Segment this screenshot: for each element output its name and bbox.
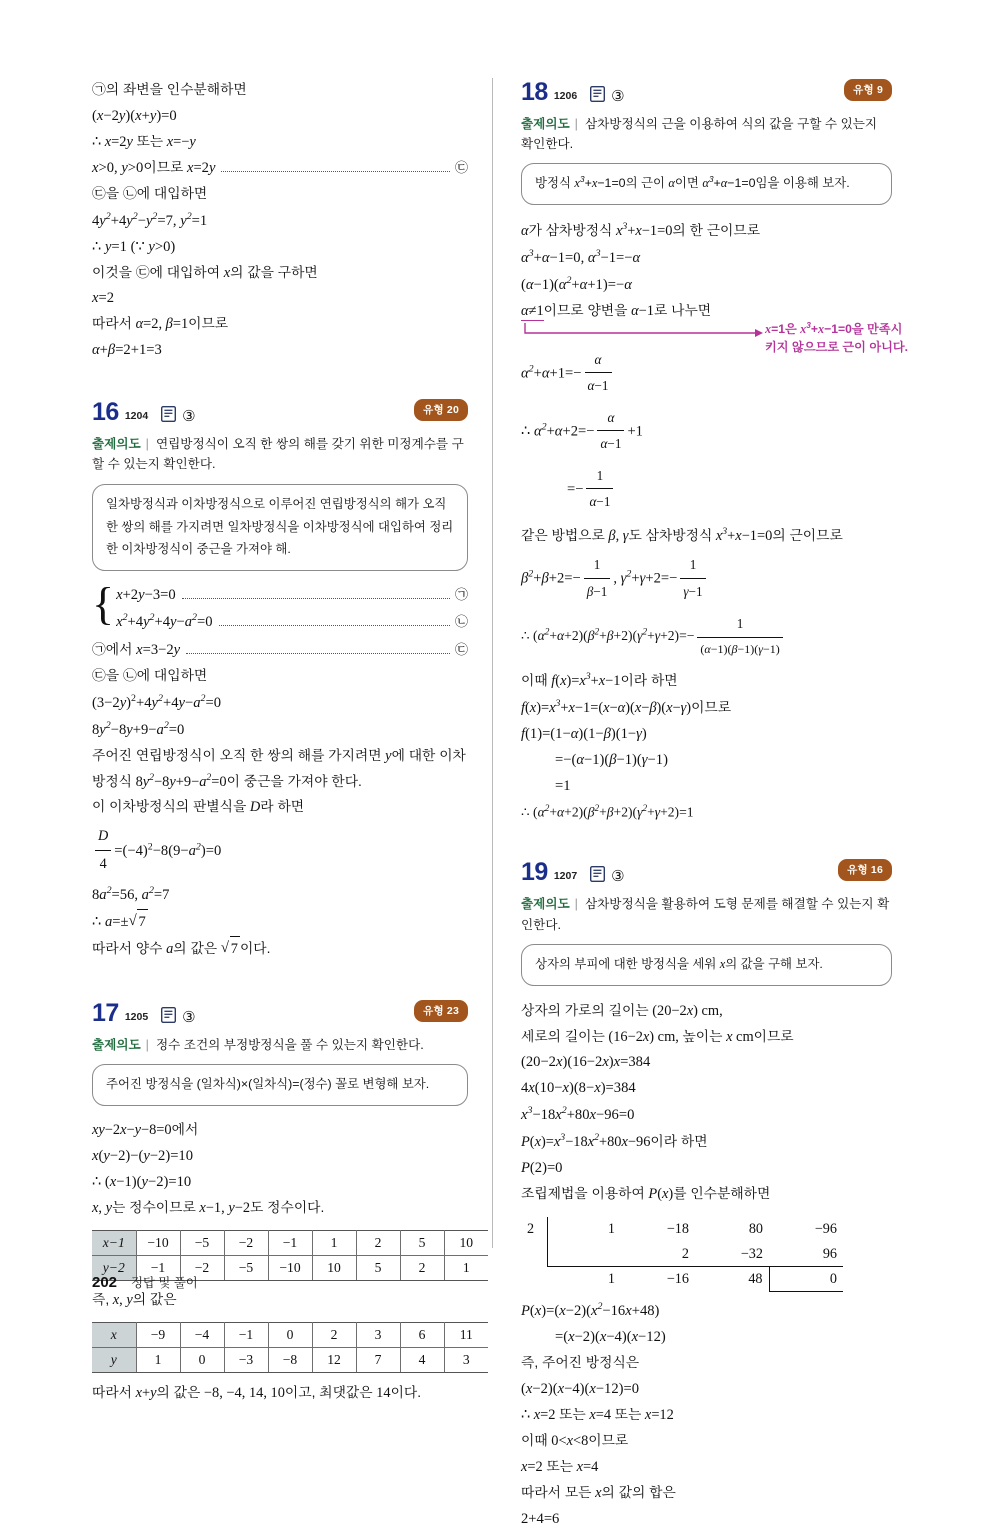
problem-number: 17	[92, 999, 119, 1028]
fraction: $\frac{1}{\alpha-1}$	[586, 464, 613, 514]
problem-header	[521, 858, 892, 887]
hint-box: 주어진 방정식을 (일차식)×(일차식)=(정수) 꼴로 변형해 보자.	[92, 1064, 468, 1106]
synthetic-cell: −96	[814, 1220, 837, 1237]
solution-line: $f(x)=x^3+x-1=(x-\alpha)(x-\beta)(x-\gamma)$이므로	[521, 698, 732, 716]
solution-line: $P(x)=x^3-18x^2+80x-96$이라 하면	[521, 1132, 708, 1150]
margin-annotation	[765, 319, 908, 357]
solution-line: x=2 또는 x=4	[521, 1458, 599, 1475]
solution-line: ∴ $(\alpha^2+\alpha+2)(\beta^2+\beta+2)(\gamma^2+\gamma+2)=1$	[521, 802, 694, 820]
table-cell: 1	[312, 1230, 356, 1255]
page-number: 202	[92, 1274, 118, 1291]
dotted-leader	[186, 653, 450, 654]
intent-text: 연립방정식이 오직 한 쌍의 해를 갖기 위한 미정계수를 구할 수 있는지 확인한다.	[92, 437, 464, 472]
equation-tag: ㉢	[454, 642, 468, 658]
solution-conclusion: 따라서 x+y의 값은 −8, −4, 14, 10이고, 최댓값은 14이다.	[92, 1384, 422, 1401]
type-badge: 유형 9	[844, 79, 892, 101]
equation-tag: ㉢	[454, 159, 468, 175]
intent-separator: |	[574, 117, 578, 131]
problem-19	[521, 858, 892, 1532]
fraction: $\frac{D}{4}$	[95, 824, 111, 878]
solution-line: 주어진 연립방정식이 오직 한 쌍의 해를 가지려면 y에 대한 이차방정식 $8y^2-8y+9-a^2=0$이 중근을 가져야 한다.	[92, 747, 466, 790]
synthetic-cell	[521, 1242, 547, 1267]
type-badge: 유형 20	[414, 399, 468, 421]
answer-sheet-icon	[161, 1007, 176, 1023]
table-cell: 2	[312, 1322, 356, 1347]
solution-line: $\beta^2+\beta+2=-$ $\frac{1}{\beta-1}$ , $\gamma^2+\gamma+2=-$ $\frac{1}{\gamma-1}$	[521, 554, 892, 604]
solution-line: 즉, 주어진 방정식은	[521, 1355, 640, 1371]
square-root: √ 7	[128, 909, 147, 936]
answer-choice: ③	[611, 89, 625, 105]
table-cell: −10	[136, 1230, 180, 1255]
table-cell: −10	[268, 1255, 312, 1280]
solution-line: =− $\frac{1}{\alpha-1}$	[521, 465, 892, 515]
solution-line: ∴ y=1 (∵ y>0)	[92, 238, 176, 255]
synthetic-cell: 0	[769, 1267, 843, 1292]
table-row	[92, 1230, 488, 1255]
table-cell: −1	[268, 1230, 312, 1255]
problem-code: 1204	[124, 410, 149, 423]
solution-line: 2+4=6	[521, 1510, 560, 1527]
dotted-leader	[182, 598, 450, 599]
intent-separator: |	[574, 897, 578, 912]
solution-line: $(3-2y)^2+4y^2+4y-a^2=0$	[92, 693, 221, 711]
problem-number: 18	[521, 78, 548, 106]
solution-line: ㉢을 ㉡에 대입하면	[92, 668, 208, 684]
intent-text: 삼차방정식의 근을 이용하여 식의 값을 구할 수 있는지 확인한다.	[521, 117, 878, 152]
intent-label: 출제의도	[92, 1038, 141, 1053]
solution-line: $P(x)=(x-2)(x^2-16x+48)$	[521, 1301, 660, 1320]
solution-line: ∴ (x−1)(y−2)=10	[92, 1174, 192, 1191]
left-brace: {	[92, 578, 115, 630]
table-cell: −2	[224, 1230, 268, 1255]
fraction: $\frac{1}{\beta-1}$	[584, 553, 611, 603]
intent-separator: |	[145, 437, 149, 452]
problem-code: 1206	[553, 90, 578, 102]
answer-sheet-icon	[590, 866, 605, 882]
page-footer	[92, 1273, 198, 1291]
solution-line: α가 삼차방정식 $x^3+x-1=0$의 한 근이므로	[521, 221, 761, 240]
solution-line: xy−2x−y−8=0에서	[92, 1122, 199, 1139]
table-cell: −8	[268, 1347, 312, 1372]
table-cell: 2	[356, 1230, 400, 1255]
table-row	[521, 1242, 843, 1267]
hint-box: 상자의 부피에 대한 방정식을 세워 x의 값을 구해 보자.	[521, 944, 892, 986]
table-cell: 12	[312, 1347, 356, 1372]
solution-line: 상자의 가로의 길이는 (20−2x) cm,	[521, 1002, 723, 1019]
table-cell: 0	[268, 1322, 312, 1347]
solution-line: $(\alpha-1)(\alpha^2+\alpha+1)=-\alpha$	[521, 274, 632, 293]
fraction: $\frac{1}{\gamma-1}$	[680, 553, 705, 603]
solution-line: 4x(10−x)(8−x)=384	[521, 1080, 636, 1097]
solution-line: 이 이차방정식의 판별식을 D라 하면	[92, 798, 305, 815]
solution-line: (x−2)(x−4)(x−12)=0	[521, 1381, 640, 1398]
solution-line: $4y^2+4y^2-y^2=7$, $y^2=1$	[92, 210, 208, 229]
table-row-header: y	[92, 1347, 136, 1372]
table-cell: 3	[356, 1322, 400, 1347]
type-badge: 유형 16	[838, 859, 892, 881]
table-cell: −3	[224, 1347, 268, 1372]
synthetic-cell: 1	[547, 1217, 621, 1242]
problem-header	[92, 999, 468, 1028]
synthetic-cell	[521, 1267, 547, 1292]
intent-separator: |	[145, 1038, 149, 1053]
system-equation: x+2y−3=0 ㉠	[116, 583, 468, 609]
solution-line: ∴ x=2y 또는 x=−y	[92, 133, 196, 150]
problem-header	[92, 398, 468, 427]
type-badge: 유형 23	[414, 1000, 468, 1022]
answer-choice: ③	[611, 869, 625, 886]
solution-line: $8y^2-8y+9-a^2=0$	[92, 719, 185, 738]
problem-16	[92, 398, 468, 963]
synthetic-cell: 2	[681, 1245, 689, 1262]
solution-line: 즉, x, y의 값은	[92, 1291, 177, 1308]
fraction: $\frac{1}{(\alpha-1)(\beta-1)(\gamma-1)}$	[697, 612, 782, 660]
equation-tag: ㉡	[454, 614, 468, 630]
dotted-leader	[221, 171, 450, 172]
solution-line: 조립제법을 이용하여 P(x)를 인수분해하면	[521, 1185, 771, 1202]
table-row-header: x−1	[92, 1230, 136, 1255]
solution-line: 이것을 ㉢에 대입하여 x의 값을 구하면	[92, 264, 318, 281]
synthetic-cell: 80	[748, 1220, 763, 1237]
table-cell: 1	[444, 1255, 488, 1280]
table-row	[521, 1292, 843, 1293]
intent-label: 출제의도	[521, 897, 570, 912]
intent-text: 정수 조건의 부정방정식을 풀 수 있는지 확인한다.	[155, 1038, 424, 1053]
table-cell: −9	[136, 1322, 180, 1347]
table-row-header: x	[92, 1322, 136, 1347]
table-cell: 5	[400, 1230, 444, 1255]
solution-line: $8a^2=56$, $a^2=7$	[92, 885, 170, 904]
solution-line: =−(α−1)(β−1)(γ−1)	[555, 751, 668, 768]
dotted-leader	[219, 625, 450, 626]
solution-line: α≠1이므로 양변을 α−1로 나누면	[521, 302, 712, 319]
solution-line: 같은 방법으로 β, γ도 삼차방정식 $x^3+x-1=0$의 근이므로	[521, 525, 843, 544]
answer-sheet-icon	[590, 86, 605, 102]
table-row	[92, 1347, 488, 1372]
table-row	[92, 1322, 488, 1347]
solution-line-with-leader: ㉠에서 x=3−2y ㉢	[92, 638, 468, 664]
synthetic-cell: 1	[547, 1267, 621, 1292]
solution-line: =1	[555, 777, 571, 794]
synthetic-rule-cell	[769, 1292, 843, 1293]
intent-row	[521, 114, 892, 154]
solution-line-with-leader: x>0, y>0이므로 x=2y ㉢	[92, 156, 468, 182]
synthetic-rule-cell	[621, 1292, 695, 1293]
intent-row	[92, 1035, 468, 1055]
xy-values-table	[92, 1322, 488, 1373]
right-column	[492, 78, 909, 1527]
solution-line: (x−2y)(x+y)=0	[92, 107, 177, 124]
problem-number: 16	[92, 398, 119, 427]
synthetic-cell: 96	[822, 1245, 837, 1262]
solution-line: $x^3-18x^2+80x-96=0$	[521, 1105, 635, 1124]
solution-line: 따라서 α=2, β=1이므로	[92, 316, 229, 333]
table-cell: −5	[224, 1255, 268, 1280]
intent-row	[92, 434, 468, 474]
synthetic-cell: 48	[695, 1267, 769, 1292]
equation-tag: ㉠	[454, 587, 468, 603]
answer-choice: ③	[182, 409, 196, 426]
annotated-line	[521, 299, 909, 355]
intent-text: 삼차방정식을 활용하여 도형 문제를 해결할 수 있는지 확인한다.	[521, 897, 890, 932]
solution-line: x(y−2)−(y−2)=10	[92, 1148, 194, 1165]
synthetic-cell: −18	[666, 1220, 689, 1237]
problem-number: 19	[521, 858, 548, 887]
system-equation: $x^2+4y^2+4y-a^2=0$ ㉡	[116, 609, 468, 636]
table-cell: −5	[180, 1230, 224, 1255]
continued-solution	[92, 78, 468, 364]
solution-line: f(1)=(1−α)(1−β)(1−γ)	[521, 725, 647, 742]
synthetic-cell	[547, 1242, 621, 1267]
solution-line: $\alpha^2+\alpha+1=-$ $\frac{\alpha}{\alpha-1}$	[521, 349, 892, 399]
table-row-header: y−2	[92, 1255, 136, 1280]
table-cell: 4	[400, 1347, 444, 1372]
equation-system	[92, 578, 468, 636]
magenta-underline: α≠1	[521, 302, 544, 319]
answer-choice: ③	[182, 1010, 196, 1027]
solution-line: =(x−2)(x−4)(x−12)	[555, 1329, 666, 1346]
table-cell: 5	[356, 1255, 400, 1280]
table-cell: −1	[224, 1322, 268, 1347]
problem-code: 1205	[124, 1011, 149, 1024]
solution-line: 이때 0<x<8이므로	[521, 1432, 629, 1449]
synthetic-rule-cell	[695, 1292, 769, 1293]
solution-line: α+β=2+1=3	[92, 342, 162, 359]
intent-label: 출제의도	[521, 117, 570, 131]
solution-line: ∴ a=± √ 7	[92, 909, 468, 936]
intent-row	[521, 894, 892, 934]
square-root: √ 7	[221, 936, 240, 963]
problem-17	[92, 999, 474, 1407]
synthetic-rule-cell	[521, 1292, 547, 1293]
synthetic-cell: −32	[740, 1245, 763, 1262]
problem-code: 1207	[553, 870, 578, 883]
table-cell: −2	[180, 1255, 224, 1280]
intent-label: 출제의도	[92, 437, 141, 452]
fraction: $\frac{\alpha}{\alpha-1}$	[597, 406, 624, 456]
solution-line: 세로의 길이는 (16−2x) cm, 높이는 x cm이므로	[521, 1028, 794, 1045]
annotation-line-1: x=1은 $x^3+x-1=0$을 만족시	[765, 319, 903, 336]
solution-line: $\frac{D}{4}$ $=(-4)^2-8(9-a^2)=0$	[92, 825, 468, 879]
hint-box: 방정식 $x^3+x-1=0$의 근이 α이면 $\alpha^3+\alpha-1=0$임을 이용해 보자.	[521, 163, 892, 205]
solution-line: (20−2x)(16−2x)x=384	[521, 1054, 651, 1071]
solution-line: 따라서 모든 x의 값의 합은	[521, 1484, 676, 1501]
solution-line: ㉠의 좌변을 인수분해하면	[92, 82, 247, 97]
table-cell: −4	[180, 1322, 224, 1347]
table-cell: −1	[136, 1255, 180, 1280]
table-row	[521, 1267, 843, 1292]
table-cell: 6	[400, 1322, 444, 1347]
fraction: $\frac{\alpha}{\alpha-1}$	[585, 348, 612, 398]
solution-line: ∴ x=2 또는 x=4 또는 x=12	[521, 1406, 674, 1423]
problem-header	[521, 78, 892, 107]
solution-line: 따라서 양수 a의 값은 √ 7 이다.	[92, 936, 468, 963]
synthetic-cell: −16	[621, 1267, 695, 1292]
problem-18	[521, 78, 909, 824]
hint-box: 일차방정식과 이차방정식으로 이루어진 연립방정식의 해가 오직 한 쌍의 해를 가지려면 일차방정식을 이차방정식에 대입하여 정리한 이차방정식이 중근을 가져야 해.	[92, 484, 468, 572]
synthetic-rule-cell	[547, 1292, 621, 1293]
table-row	[521, 1217, 843, 1242]
answer-sheet-icon	[161, 406, 176, 422]
solution-line: x, y는 정수이므로 x−1, y−2도 정수이다.	[92, 1200, 325, 1217]
solution-line: x=2	[92, 290, 115, 307]
solution-line: $\alpha^3+\alpha-1=0$, $\alpha^3-1=-\alpha$	[521, 248, 641, 266]
synthetic-divisor: 2	[527, 1220, 535, 1237]
annotation-line-2: 키지 않으므로 근이 아니다.	[765, 340, 909, 355]
solution-line: ㉢을 ㉡에 대입하면	[92, 185, 208, 201]
table-cell: 3	[444, 1347, 488, 1372]
table-cell: 7	[356, 1347, 400, 1372]
table-cell: 11	[444, 1322, 488, 1347]
table-cell: 10	[444, 1230, 488, 1255]
solution-line: ∴ $(\alpha^2+\alpha+2)(\beta^2+\beta+2)(\gamma^2+\gamma+2)=-$ $\frac{1}{(\alpha-1)(\beta-1)(\gamma-1)}$	[521, 613, 892, 661]
synthetic-division	[521, 1217, 892, 1293]
footer-label: 정답 및 풀이	[131, 1276, 198, 1290]
table-cell: 2	[400, 1255, 444, 1280]
table-cell: 0	[180, 1347, 224, 1372]
table-cell: 10	[312, 1255, 356, 1280]
solution-line: ∴ $\alpha^2+\alpha+2=-$ $\frac{\alpha}{\alpha-1}$ +1	[521, 407, 892, 457]
solution-line: 이때 $f(x)=x^3+x-1$이라 하면	[521, 671, 678, 690]
solution-line: P(2)=0	[521, 1159, 563, 1176]
table-cell: 1	[136, 1347, 180, 1372]
